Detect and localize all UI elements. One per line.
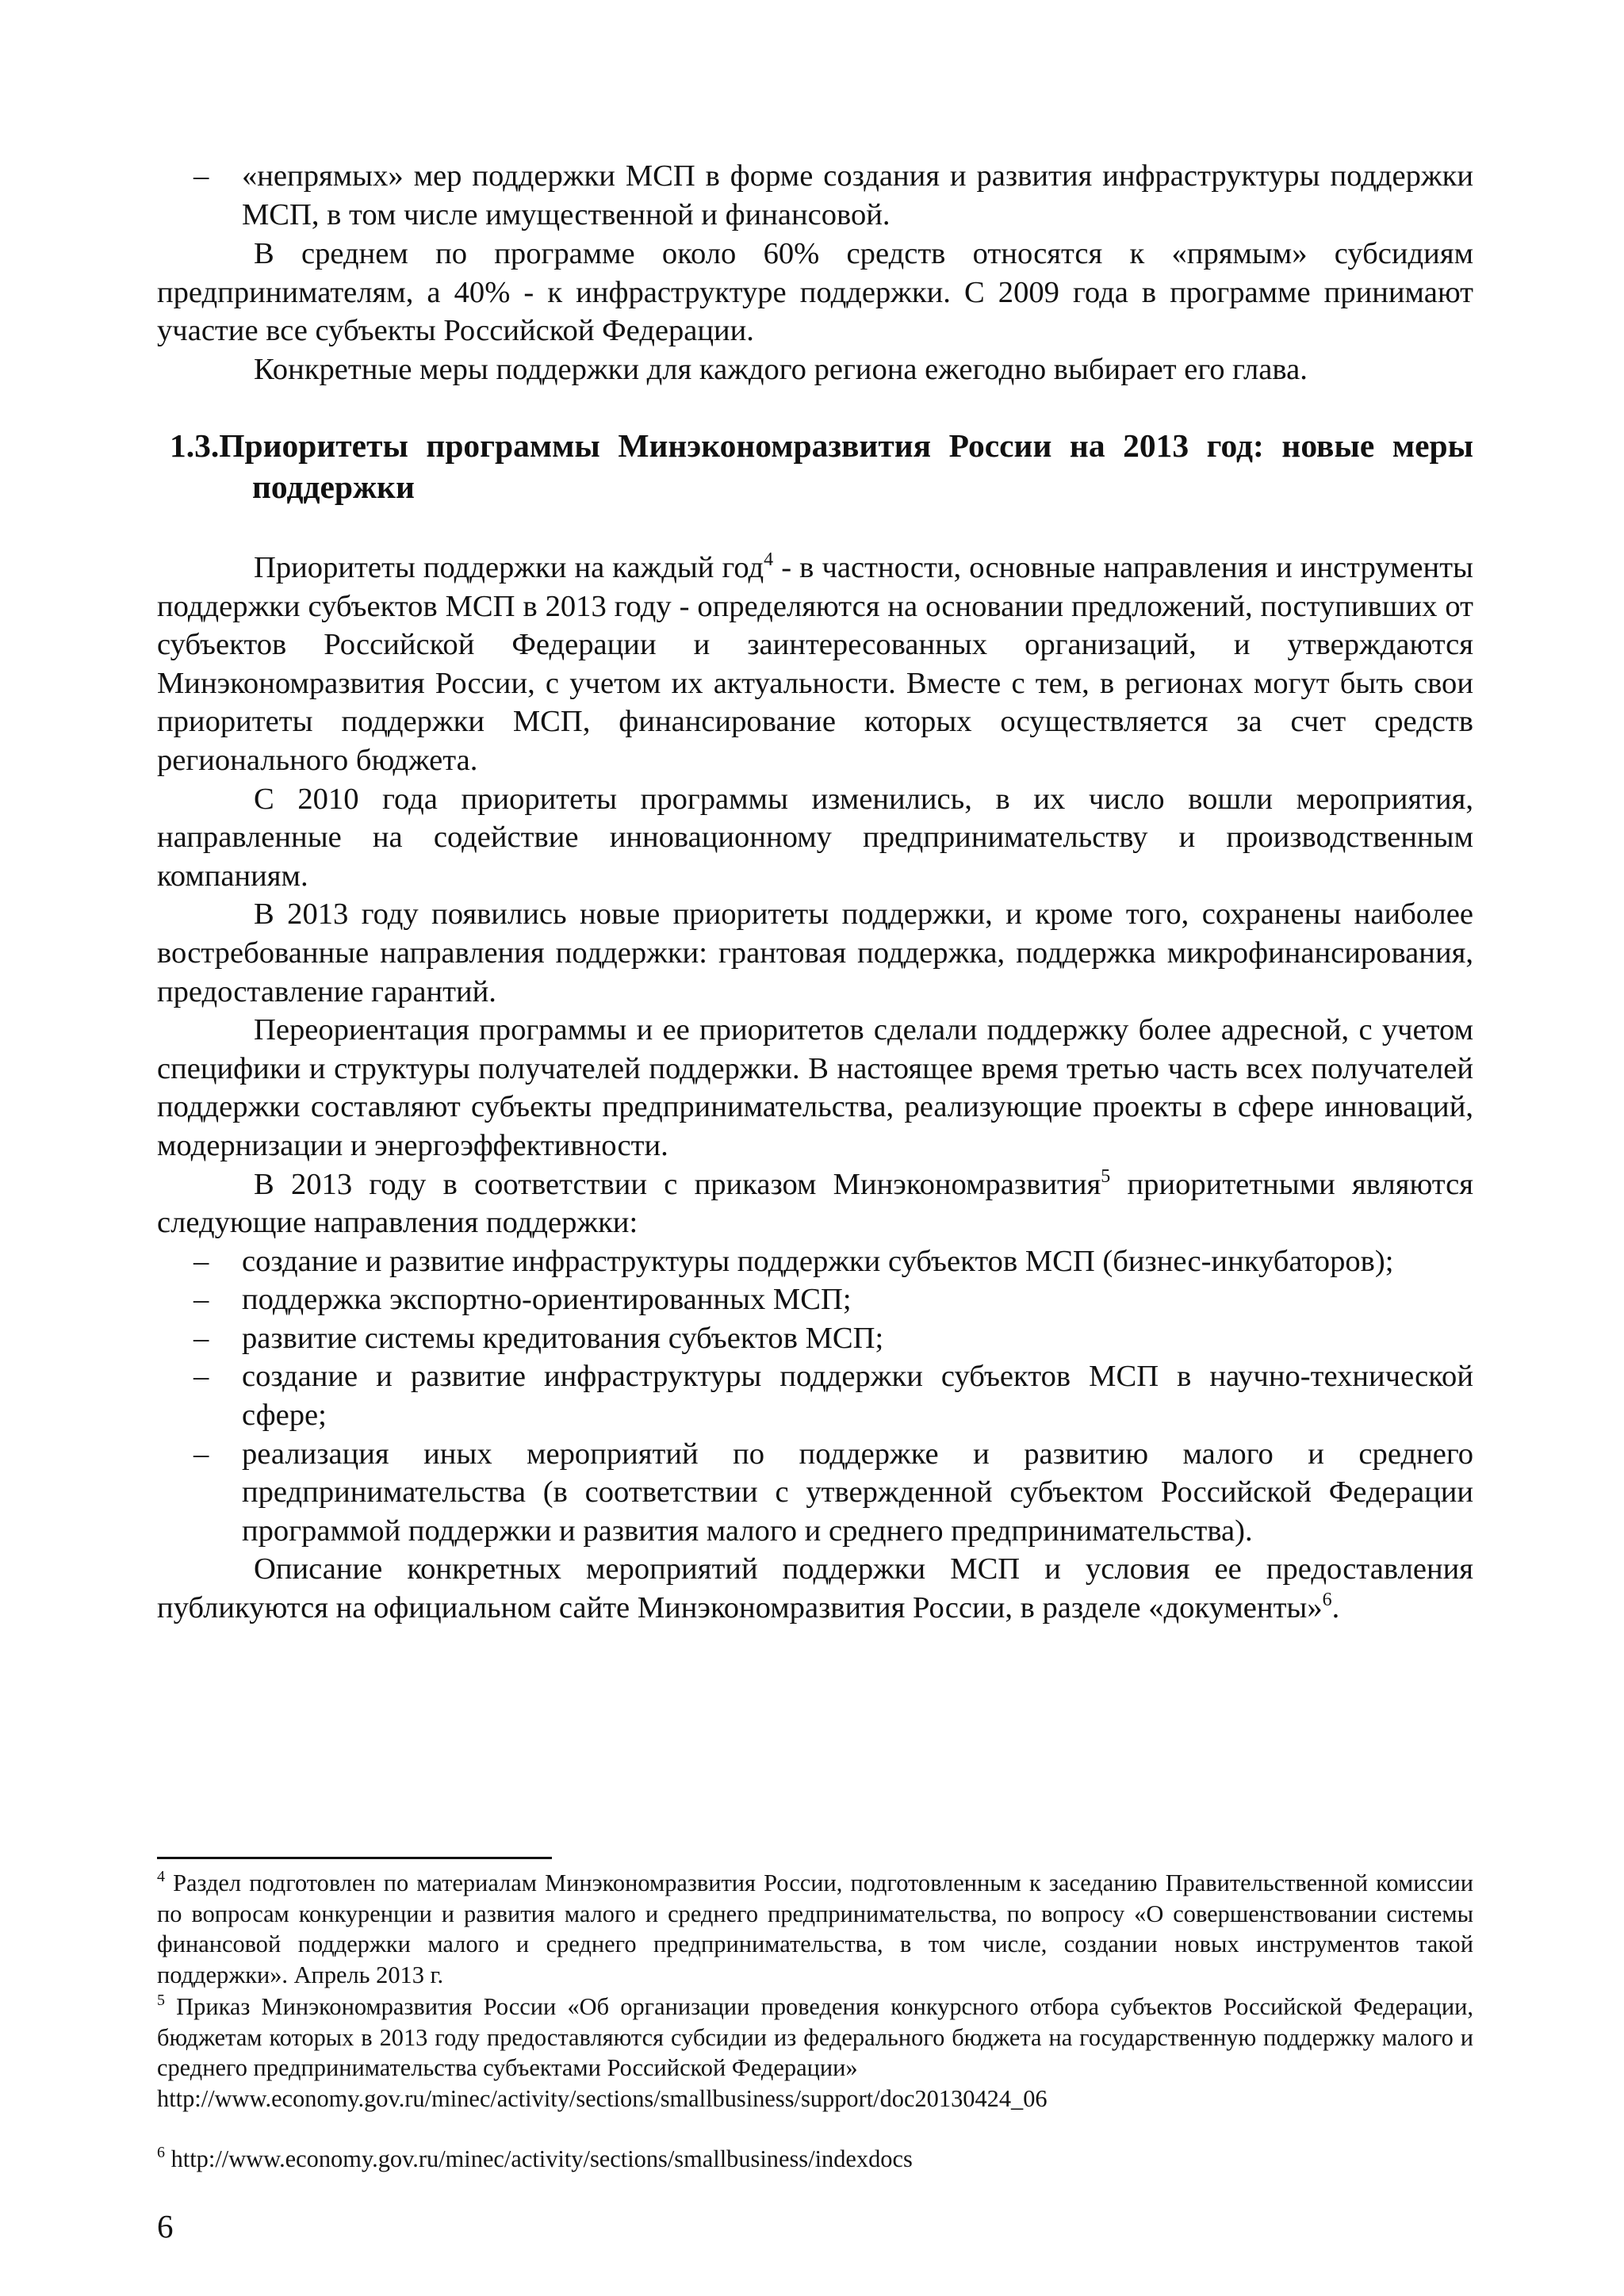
paragraph-2013-new: В 2013 году появились новые приоритеты поддержки, и кроме того, сохранены наиболее востребованные направления поддержки: грантовая поддержка, поддержка микрофинансирования, предоставление гарантий. — [157, 897, 1473, 1008]
dash-marker: – — [193, 1360, 209, 1394]
footnote-6: $^6$ http://www.economy.gov.ru/minec/activity/sections/smallbusiness/indexdocs — [157, 2144, 913, 2172]
paragraph-reorientation: Переориентация программы и ее приоритетов сделали поддержку более адресной, с учетом специфики и структуры получателей поддержки. В настоящее время третью часть всех получателей поддержки составляют субъекты предпринимательства, реализующие проекты в сфере инноваций, модернизации и энергоэффективности. — [157, 1013, 1473, 1162]
footnote-ref-4: 4 — [764, 549, 774, 570]
list-item: – реализация иных мероприятий по поддержке и развитию малого и среднего предпринимательства (в соответствии с утвержденной субъектом Российской Федерации программой поддержки и развития малого и среднего предпринимательства). — [157, 1435, 1473, 1551]
footnote-4: $^4$ Раздел подготовлен по материалам Минэкономразвития России, подготовленным к заседанию Правительственной комиссии по вопросам конкуренции и развития малого и среднего предпринимательства, по вопросу «О совершенствовании системы финансовой поддержки малого и среднего предпринимательства, в том числе, создании новых инструментов такой поддержки». Апрель 2013 г. — [157, 1868, 1473, 1988]
main-body — [157, 549, 1473, 1628]
intro-bullet — [157, 157, 1473, 234]
intro-bullet-text: «непрямых» мер поддержки МСП в форме создания и развития инфраструктуры поддержки МСП, в том числе имущественной и финансовой. — [242, 159, 1473, 232]
list-item: – создание и развитие инфраструктуры поддержки субъектов МСП (бизнес-инкубаторов); — [157, 1242, 1473, 1281]
footnote-ref-6: 6 — [1322, 1590, 1332, 1611]
intro-paragraphs — [157, 235, 1473, 388]
list-item: – создание и развитие инфраструктуры поддержки субъектов МСП в научно-технической сфере; — [157, 1357, 1473, 1434]
footnote-5-url: http://www.economy.gov.ru/minec/activity/sections/smallbusiness/support/doc20130424_06 — [157, 2084, 1048, 2112]
dash-marker: – — [193, 1437, 209, 1471]
paragraph-priorities: Приоритеты поддержки на каждый год$^4$ - в частности, основные направления и инструменты поддержки субъектов МСП в 2013 году - определяются на основании предложений, поступивших от субъектов Российской Федерации и заинтересованных организаций, и утверждаются Минэкономразвития России, с учетом их актуальности. Вместе с тем, в регионах могут быть свои приоритеты поддержки МСП, финансирование которых осуществляется за счет средств регионального бюджета. — [157, 549, 1473, 777]
footnote-ref-5: 5 — [1101, 1165, 1111, 1187]
section-heading — [157, 425, 1473, 507]
paragraph-order: В 2013 году в соответствии с приказом Минэкономразвития$^5$ приоритетными являются следующие направления поддержки: — [157, 1165, 1473, 1240]
priority-list — [157, 1242, 1473, 1551]
intro-paragraph-1: В среднем по программе около 60% средств относятся к «прямым» субсидиям предпринимателям, а 40% - к инфраструктуре поддержки. С 2009 года в программе принимают участие все субъекты Российской Федерации. — [157, 237, 1473, 348]
dash-marker: – — [193, 1244, 209, 1278]
section-number: 1.3. — [170, 427, 220, 464]
footnote-5: $^5$ Приказ Минэкономразвития России «Об организации проведения конкурсного отбора субъектов Российской Федерации, бюджетам которых в 2013 году предоставляются субсидии из федерального бюджета на государственную поддержку малого и среднего предпринимательства субъектами Российской Федерации» http://www.economy.gov.ru/minec/activity/sections/smallbusiness/support/doc20130424_06 — [157, 1992, 1473, 2112]
intro-paragraph-2: Конкретные меры поддержки для каждого региона ежегодно выбирает его глава. — [254, 352, 1308, 386]
paragraph-2010: С 2010 года приоритеты программы изменились, в их число вошли мероприятия, направленные на содействие инновационному предпринимательству и производственным компаниям. — [157, 782, 1473, 893]
list-item: – поддержка экспортно-ориентированных МСП; — [157, 1280, 1473, 1319]
footnote-separator — [157, 1857, 552, 1859]
dash-marker: – — [193, 1283, 209, 1317]
dash-marker: – — [193, 159, 209, 193]
dash-marker: – — [193, 1321, 209, 1355]
section-title: Приоритеты программы Минэкономразвития России на 2013 год: новые меры поддержки — [219, 427, 1473, 505]
page-number: 6 — [157, 2208, 174, 2244]
list-item: – развитие системы кредитования субъектов МСП; — [157, 1319, 1473, 1358]
paragraph-description: Описание конкретных мероприятий поддержки МСП и условия ее предоставления публикуются на официальном сайте Минэкономразвития России, в разделе «документы»$^6$. — [157, 1552, 1473, 1625]
